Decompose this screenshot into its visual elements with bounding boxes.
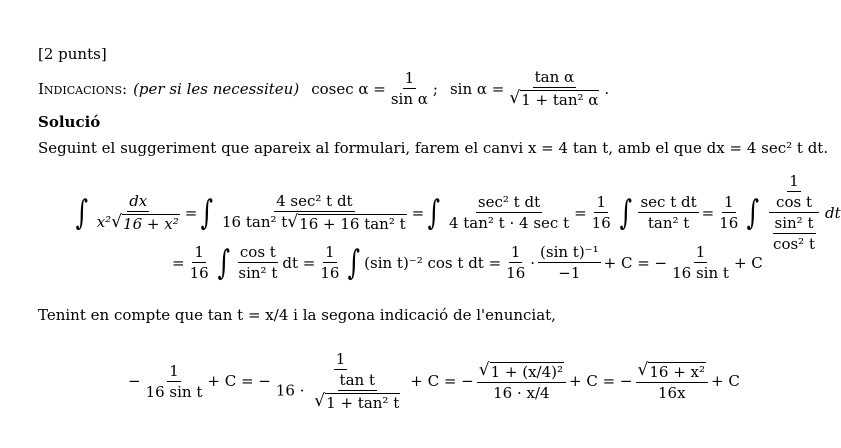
hint1-fraction: $\frac{1}{\text{sin α}}$ <box>390 69 428 108</box>
solution-heading: Solució <box>38 113 101 131</box>
hint1-lhs: cosec α = <box>311 79 386 98</box>
equation-line-2: = $\frac{1}{16}$ ∫ $\frac{\text{cos t}}{\text{sin² t}}$ dt = $\frac{1}{16}$ ∫ (sin t)⁻² cos t dt = $\frac{1}{16}$ · $\frac{\text{(sin t)⁻¹}}{-1}$ + C = − $\frac{1}{\text{16 sin t}}$ + C <box>172 242 763 283</box>
equation-line-3: − $\frac{1}{\text{16 sin t}}$ + C = − 1 16 · tan t √ 1 + tan² t + C = − √ 1 + (x/4)² 16 · x/4 + C = − √ 16 + x² 16x + C <box>128 350 740 412</box>
hints-note: (per si les necessiteu) <box>133 79 300 98</box>
hint-separator: ; <box>432 79 438 98</box>
hints-label: Indicacions: <box>38 79 128 98</box>
followup-text: Tenint en compte que tan t = x/4 i la segona indicació de l'enunciat, <box>38 306 556 324</box>
points-label: [2 punts] <box>38 45 107 63</box>
hint2-fraction: tan α √ 1 + tan² α <box>509 68 599 109</box>
equation-line-1: ∫ dx x² √ 16 + x² = ∫ 4 sec² t dt 16 tan² t √ 16 + 16 tan² t = ∫ $\frac{\text{sec² t dt}}{\text{4 tan² t · 4 sec t}}$ = $\frac{1}{16}$ ∫ $\frac{\text{sec t dt}}{\text{tan² t}}$ = $\frac{1}{16}$ ∫ $\frac{\frac{1}{\text{cos t}}}{\frac{\text{sin² t}}{\text{cos² t}}}$ dt <box>75 172 841 253</box>
hint2-lhs: sin α = <box>449 79 505 98</box>
solution-intro: Seguint el suggeriment que apareix al formulari, farem el canvi x = 4 tan t, amb el que dx = 4 sec² t dt. <box>38 139 829 157</box>
hints-line: Indicacions: (per si les necessiteu) cosec α = $\frac{1}{\text{sin α}}$ ; sin α = tan α √ 1 + tan² α . <box>38 68 610 109</box>
